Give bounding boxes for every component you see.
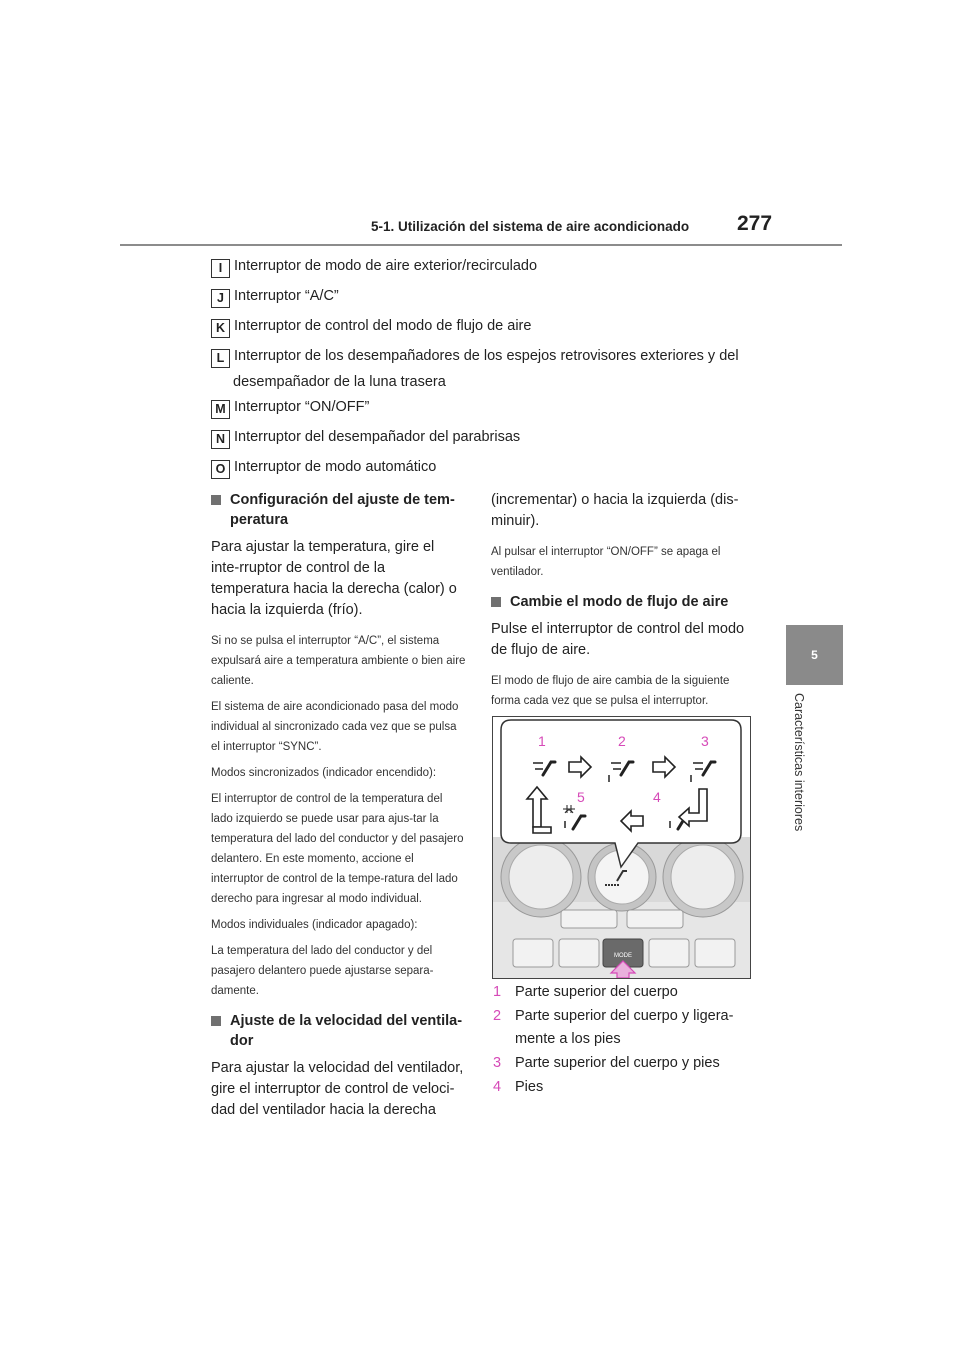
- legend-text: Interruptor de control del modo de flujo de aire: [234, 318, 532, 334]
- temp-text: Para ajustar la temperatura, gire el inte-rruptor de control de la temperatura hacia la derecha (calor) o hacia la izquierda (frío).: [211, 539, 457, 618]
- mode-label-3: 3: [701, 733, 709, 749]
- bullet-square-icon: [211, 495, 221, 505]
- legend-text: Interruptor “A/C”: [234, 288, 339, 304]
- legend-item-o: [211, 459, 811, 479]
- legend-letter: N: [211, 430, 230, 449]
- airflow-diagram: [493, 717, 750, 978]
- mode-item-2: 2 Parte superior del cuerpo y ligera- mente a los pies: [493, 1008, 734, 1047]
- section-title: 5-1. Utilización del sistema de aire acondicionado: [371, 219, 690, 234]
- mode-item-4: 4 Pies: [493, 1079, 544, 1095]
- lower-button-1: [513, 939, 553, 967]
- note-sync: El sistema de aire acondicionado pasa del modo individual al sincronizado cada vez que se pulsa el interruptor “SYNC”.: [211, 701, 459, 753]
- legend-letter: O: [211, 460, 230, 479]
- chapter-label: [792, 693, 830, 853]
- fan-heading: Ajuste de la velocidad del ventila-dor: [211, 1011, 466, 1051]
- left-column: [211, 490, 466, 1131]
- legend-text: Interruptor “ON/OFF”: [234, 399, 370, 415]
- flow-text: Pulse el interruptor de control del modo de flujo de aire.: [491, 621, 745, 658]
- fan-text-cont: (incrementar) o hacia la izquierda (dis-minuir).: [491, 492, 739, 529]
- legend-letter: K: [211, 319, 230, 338]
- temp-heading: Configuración del ajuste de tem-peratura: [211, 490, 466, 530]
- legend-letter: I: [211, 259, 230, 278]
- legend-letter: M: [211, 400, 230, 419]
- legend-letter: J: [211, 289, 230, 308]
- note-sync-modes: Modos sincronizados (indicador encendido):: [211, 767, 437, 779]
- legend-item-i: [211, 258, 811, 278]
- upper-button-right: [627, 910, 683, 928]
- upper-button-left: [561, 910, 617, 928]
- legend-item-l: [211, 348, 811, 390]
- chapter-number: 5: [811, 648, 818, 662]
- mode-label-2: 2: [618, 733, 626, 749]
- bullet-square-icon: [211, 1016, 221, 1026]
- legend-item-n: [211, 429, 811, 449]
- legend-letter: L: [211, 349, 230, 368]
- chapter-title: Características interiores: [792, 693, 806, 832]
- mode-label-5: 5: [577, 789, 585, 805]
- legend-text-cont: desempañador de la luna trasera: [233, 374, 446, 390]
- right-column: [491, 490, 753, 717]
- fan-note: Al pulsar el interruptor “ON/OFF” se apaga el ventilador.: [491, 546, 721, 578]
- lower-button-4: [649, 939, 689, 967]
- mode-label-1: 1: [538, 733, 546, 749]
- legend-item-m: [211, 399, 811, 419]
- note-sync-desc: El interruptor de control de la temperatura del lado izquierdo se puede usar para ajus-tar la temperatura del lado del conductor y del pasajero delantero. En este momento, accione el interruptor de control de la tempe-ratura del lado derecho para ingresar al modo individual.: [211, 793, 464, 905]
- legend-item-j: [211, 288, 811, 308]
- flow-note: El modo de flujo de aire cambia de la siguiente forma cada vez que se pulsa el interruptor.: [491, 675, 730, 707]
- right-knob-face: [671, 845, 735, 909]
- arrow-up-base: [533, 827, 551, 833]
- fan-text: Para ajustar la velocidad del ventilador, gire el interruptor de control de veloci-dad del ventilador hacia la derecha: [211, 1060, 464, 1118]
- mode-label-4: 4: [653, 789, 661, 805]
- legend-item-k: [211, 318, 811, 338]
- legend-text: Interruptor del desempañador del parabrisas: [234, 429, 521, 445]
- left-knob-face: [509, 845, 573, 909]
- mode-item-3: 3 Parte superior del cuerpo y pies: [493, 1055, 720, 1071]
- page-number: 277: [737, 212, 773, 235]
- note-individual-modes: Modos individuales (indicador apagado):: [211, 919, 418, 931]
- chapter-tab: [786, 625, 843, 685]
- lower-button-5: [695, 939, 735, 967]
- note-ac: Si no se pulsa el interruptor “A/C”, el sistema expulsará aire a temperatura ambiente o bien aire caliente.: [211, 635, 466, 687]
- header-divider: [120, 244, 842, 246]
- mode-list: [493, 983, 763, 1102]
- note-individual-desc: La temperatura del lado del conductor y del pasajero delantero puede ajustarse separa-damente.: [211, 945, 434, 997]
- legend-text: Interruptor de modo de aire exterior/recirculado: [234, 258, 538, 274]
- lower-button-2: [559, 939, 599, 967]
- mode-item-1: 1 Parte superior del cuerpo: [493, 984, 678, 1000]
- flow-heading: Cambie el modo de flujo de aire: [491, 592, 753, 612]
- bullet-square-icon: [491, 597, 501, 607]
- legend-text: Interruptor de los desempañadores de los espejos retrovisores exteriores y del: [234, 348, 739, 364]
- legend-text: Interruptor de modo automático: [234, 459, 437, 475]
- mode-button-label: MODE: [614, 953, 632, 959]
- airflow-mode-figure: [492, 716, 751, 979]
